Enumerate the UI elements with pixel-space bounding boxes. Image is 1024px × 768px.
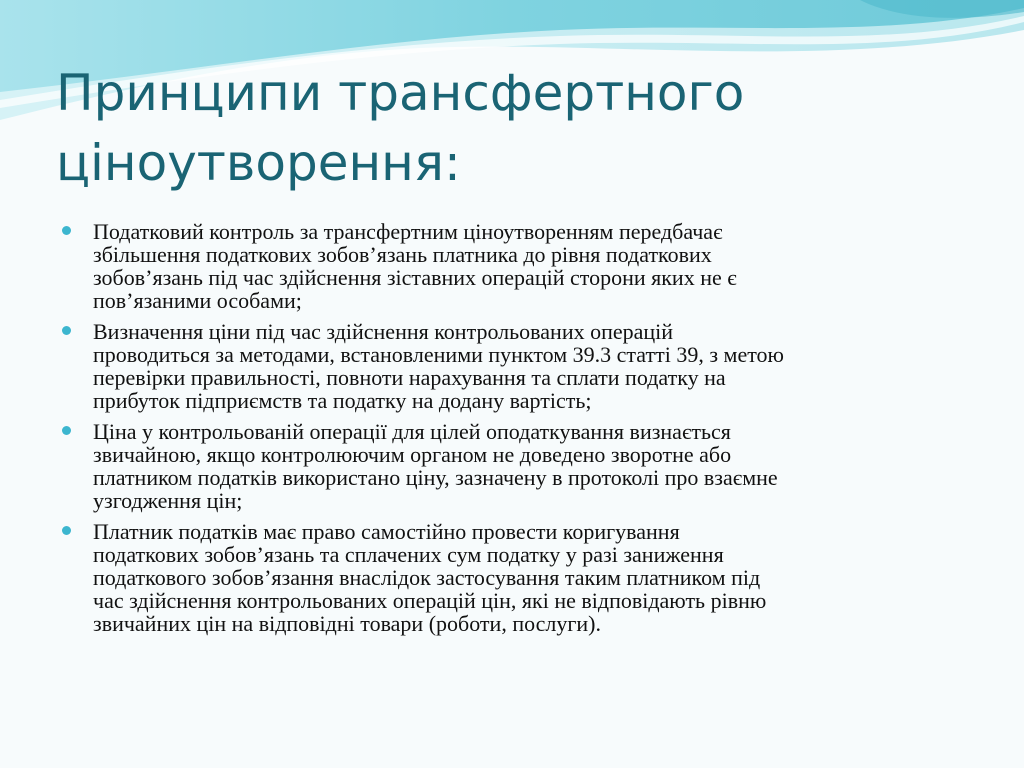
bullet-item-2 xyxy=(62,320,962,412)
bullet-3-line-3: платником податків використано ціну, зазначену в протоколі про взаємне xyxy=(93,465,778,490)
bullet-3-line-1: Ціна у контрольованій операції для цілей оподаткування визнається xyxy=(93,419,731,444)
bullet-4-line-5: звичайних цін на відповідні товари (роботи, послуги). xyxy=(93,611,602,636)
bullet-dot-icon xyxy=(62,426,71,435)
bullet-dot-icon xyxy=(62,526,71,535)
title-line-2: ціноутворення: xyxy=(56,134,461,192)
bullet-item-3 xyxy=(62,420,962,512)
bullet-3-line-2: звичайною, якщо контролюючим органом не доведено зворотне або xyxy=(93,442,732,467)
bullet-1-line-4: пов’язаними особами; xyxy=(93,288,302,313)
bullet-2-line-2: проводиться за методами, встановленими пунктом 39.3 статті 39, з метою xyxy=(93,342,784,367)
title-line-1: Принципи трансфертного xyxy=(56,64,745,122)
bullet-item-1 xyxy=(62,220,962,312)
bullet-2-line-1: Визначення ціни під час здійснення контрольованих операцій xyxy=(93,319,674,344)
bullet-1-line-3: зобов’язань під час здійснення зіставних операцій сторони яких не є xyxy=(93,265,737,290)
bullet-1-line-2: збільшення податкових зобов’язань платника до рівня податкових xyxy=(93,242,712,267)
bullet-dot-icon xyxy=(62,226,71,235)
bullet-4-line-1: Платник податків має право самостійно провести коригування xyxy=(93,519,680,544)
bullet-item-4 xyxy=(62,520,962,635)
bullet-4-line-3: податкового зобов’язання внаслідок застосування таким платником під xyxy=(93,565,761,590)
bullet-dot-icon xyxy=(62,326,71,335)
bullet-3-line-4: узгодження цін; xyxy=(93,488,243,513)
bullet-list xyxy=(62,220,962,643)
bullet-2-line-3: перевірки правильності, повноти нарахування та сплати податку на xyxy=(93,365,726,390)
bullet-4-line-2: податкових зобов’язань та сплачених сум податку у разі заниження xyxy=(93,542,724,567)
bullet-1-line-1: Податковий контроль за трансфертним ціноутворенням передбачає xyxy=(93,219,723,244)
slide-title xyxy=(56,58,956,198)
bullet-2-line-4: прибуток підприємств та податку на додану вартість; xyxy=(93,388,592,413)
bullet-4-line-4: час здійснення контрольованих операцій цін, які не відповідають рівню xyxy=(93,588,767,613)
